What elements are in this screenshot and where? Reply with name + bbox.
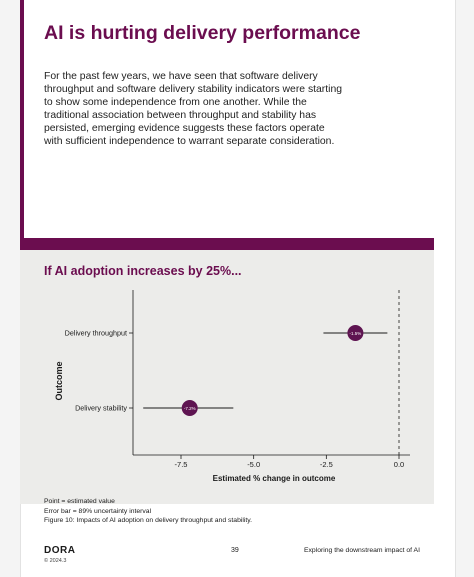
- chart-heading: If AI adoption increases by 25%...: [44, 264, 242, 278]
- dora-logo: DORA: [44, 545, 76, 556]
- note-point: Point = estimated value: [44, 498, 115, 505]
- page-number: 39: [231, 547, 239, 554]
- x-tick-label: -2.5: [319, 460, 333, 469]
- x-tick-label: 0.0: [393, 460, 405, 469]
- x-tick-label: -7.5: [174, 460, 188, 469]
- point-value-label: -1.5%: [349, 331, 362, 336]
- y-category-label: Delivery stability: [75, 403, 127, 413]
- x-tick-label: -5.0: [247, 460, 261, 469]
- y-axis-title: Outcome: [54, 361, 64, 401]
- footer-section-title: Exploring the downstream impact of AI: [304, 547, 420, 554]
- note-error-bar: Error bar = 89% uncertainty interval: [44, 507, 152, 515]
- figure-caption: Figure 10: Impacts of AI adoption on delivery throughput and stability.: [44, 517, 253, 525]
- point-value-label: -7.2%: [183, 406, 196, 411]
- x-axis-title: Estimated % change in outcome: [212, 474, 336, 483]
- intro-paragraph: For the past few years, we have seen that software delivery throughput and software delivery stability indicators were starting to show some independence from one another. While the traditional association between throughput and stability has persisted, emerging evidence suggests these factors operate with sufficient independence to warrant separate consideration.: [44, 71, 343, 148]
- page-title: AI is hurting delivery performance: [44, 22, 361, 44]
- footnotes: [44, 497, 252, 526]
- footer-year: © 2024.3: [44, 558, 67, 564]
- y-category-label: Delivery throughput: [64, 328, 127, 338]
